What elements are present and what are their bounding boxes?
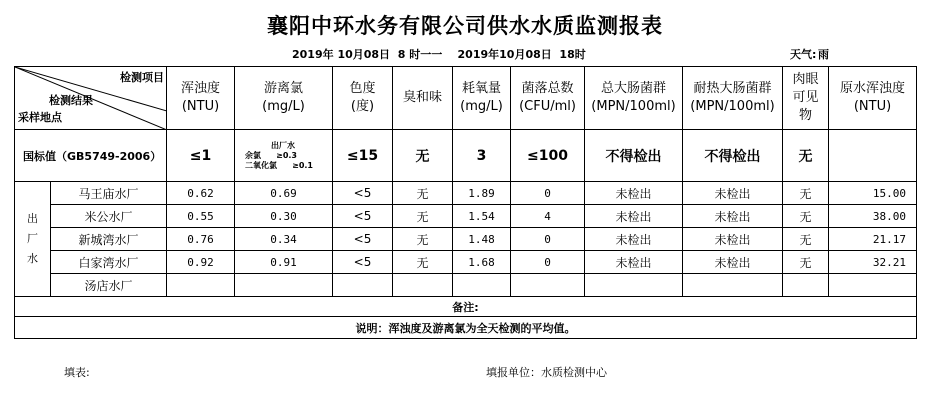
visible-cell: 无 xyxy=(783,182,829,205)
turbidity-cell xyxy=(167,274,235,297)
plant-name: 马王庙水厂 xyxy=(51,182,167,205)
coliform-cell: 未检出 xyxy=(585,228,683,251)
oxygen-cell: 1.48 xyxy=(453,228,511,251)
odor-cell xyxy=(393,274,453,297)
color-cell: <5 xyxy=(333,205,393,228)
raw-turbidity-cell: 21.17 xyxy=(829,228,917,251)
coliform-cell: 未检出 xyxy=(585,182,683,205)
raw-turbidity-cell: 32.21 xyxy=(829,251,917,274)
col-free-chlorine: 游离氯 (mg/L) xyxy=(235,67,333,130)
table-row xyxy=(15,182,917,205)
col-oxygen-consumption: 耗氧量 (mg/L) xyxy=(453,67,511,130)
color-cell: <5 xyxy=(333,251,393,274)
table-row xyxy=(15,228,917,251)
colony-cell xyxy=(511,274,585,297)
report-datetime: 2019年 10月08日 8 时一一 2019年10月08日 18时 xyxy=(292,48,586,61)
odor-cell: 无 xyxy=(393,182,453,205)
std-color: ≤15 xyxy=(333,130,393,182)
thermo-coliform-cell: 未检出 xyxy=(683,182,783,205)
diagonal-header xyxy=(15,67,167,130)
odor-cell: 无 xyxy=(393,228,453,251)
chlorine-cell: 0.30 xyxy=(235,205,333,228)
col-raw-turbidity: 原水浑浊度 (NTU) xyxy=(829,67,917,130)
report-title: 襄阳中环水务有限公司供水水质监测报表 xyxy=(267,13,663,38)
std-odor: 无 xyxy=(393,130,453,182)
header-test-item: 检测项目 xyxy=(120,71,164,84)
turbidity-cell: 0.76 xyxy=(167,228,235,251)
raw-turbidity-cell xyxy=(829,274,917,297)
std-oxygen: 3 xyxy=(453,130,511,182)
coliform-cell xyxy=(585,274,683,297)
colony-cell: 4 xyxy=(511,205,585,228)
visible-cell: 无 xyxy=(783,251,829,274)
colony-cell: 0 xyxy=(511,228,585,251)
visible-cell: 无 xyxy=(783,228,829,251)
header-sampling-site: 采样地点 xyxy=(18,111,62,124)
table-row xyxy=(15,274,917,297)
standard-label: 国标值（GB5749-2006） xyxy=(15,130,167,182)
header-test-result: 检测结果 xyxy=(49,94,93,107)
coliform-cell: 未检出 xyxy=(585,205,683,228)
header-row xyxy=(15,67,917,130)
col-visible-matter: 肉眼 可见 物 xyxy=(783,67,829,130)
standard-row xyxy=(15,130,917,182)
turbidity-cell: 0.55 xyxy=(167,205,235,228)
plant-name: 新城湾水厂 xyxy=(51,228,167,251)
group-label-outlet-water: 出 厂 水 xyxy=(15,182,51,297)
visible-cell: 无 xyxy=(783,205,829,228)
col-thermo-coliform: 耐热大肠菌群 (MPN/100ml) xyxy=(683,67,783,130)
std-colony: ≤100 xyxy=(511,130,585,182)
thermo-coliform-cell: 未检出 xyxy=(683,251,783,274)
table-row xyxy=(15,251,917,274)
coliform-cell: 未检出 xyxy=(585,251,683,274)
chlorine-cell: 0.34 xyxy=(235,228,333,251)
turbidity-cell: 0.62 xyxy=(167,182,235,205)
remark-label: 备注: xyxy=(15,297,917,317)
col-total-coliform: 总大肠菌群 (MPN/100ml) xyxy=(585,67,683,130)
chlorine-cell xyxy=(235,274,333,297)
thermo-coliform-cell: 未检出 xyxy=(683,205,783,228)
note-text: 说明：浑浊度及游离氯为全天检测的平均值。 xyxy=(15,317,917,339)
oxygen-cell: 1.54 xyxy=(453,205,511,228)
col-odor: 臭和味 xyxy=(393,67,453,130)
note-row xyxy=(15,317,917,339)
odor-cell: 无 xyxy=(393,251,453,274)
col-turbidity: 浑浊度 (NTU) xyxy=(167,67,235,130)
plant-name: 汤店水厂 xyxy=(51,274,167,297)
water-quality-table xyxy=(14,66,917,339)
color-cell: <5 xyxy=(333,228,393,251)
color-cell: <5 xyxy=(333,182,393,205)
remark-row xyxy=(15,297,917,317)
chlorine-cell: 0.91 xyxy=(235,251,333,274)
table-row xyxy=(15,205,917,228)
std-coliform: 不得检出 xyxy=(585,130,683,182)
std-visible: 无 xyxy=(783,130,829,182)
raw-turbidity-cell: 15.00 xyxy=(829,182,917,205)
thermo-coliform-cell xyxy=(683,274,783,297)
std-turbidity: ≤1 xyxy=(167,130,235,182)
col-color: 色度 (度) xyxy=(333,67,393,130)
std-thermo-coliform: 不得检出 xyxy=(683,130,783,182)
footer-unit: 填报单位：水质检测中心 xyxy=(486,366,607,379)
odor-cell: 无 xyxy=(393,205,453,228)
chlorine-cell: 0.69 xyxy=(235,182,333,205)
plant-name: 米公水厂 xyxy=(51,205,167,228)
oxygen-cell xyxy=(453,274,511,297)
std-raw-turbidity xyxy=(829,130,917,182)
colony-cell: 0 xyxy=(511,182,585,205)
color-cell xyxy=(333,274,393,297)
raw-turbidity-cell: 38.00 xyxy=(829,205,917,228)
col-colony-count: 菌落总数 (CFU/ml) xyxy=(511,67,585,130)
oxygen-cell: 1.89 xyxy=(453,182,511,205)
std-chlorine: 出厂水 余氯 ≥0.3 二氧化氯 ≥0.1 xyxy=(235,130,333,182)
footer-filler: 填表: xyxy=(64,366,90,379)
weather-value: 雨 xyxy=(818,48,829,61)
visible-cell xyxy=(783,274,829,297)
thermo-coliform-cell: 未检出 xyxy=(683,228,783,251)
oxygen-cell: 1.68 xyxy=(453,251,511,274)
colony-cell: 0 xyxy=(511,251,585,274)
weather-label: 天气: xyxy=(790,48,817,61)
turbidity-cell: 0.92 xyxy=(167,251,235,274)
plant-name: 白家湾水厂 xyxy=(51,251,167,274)
